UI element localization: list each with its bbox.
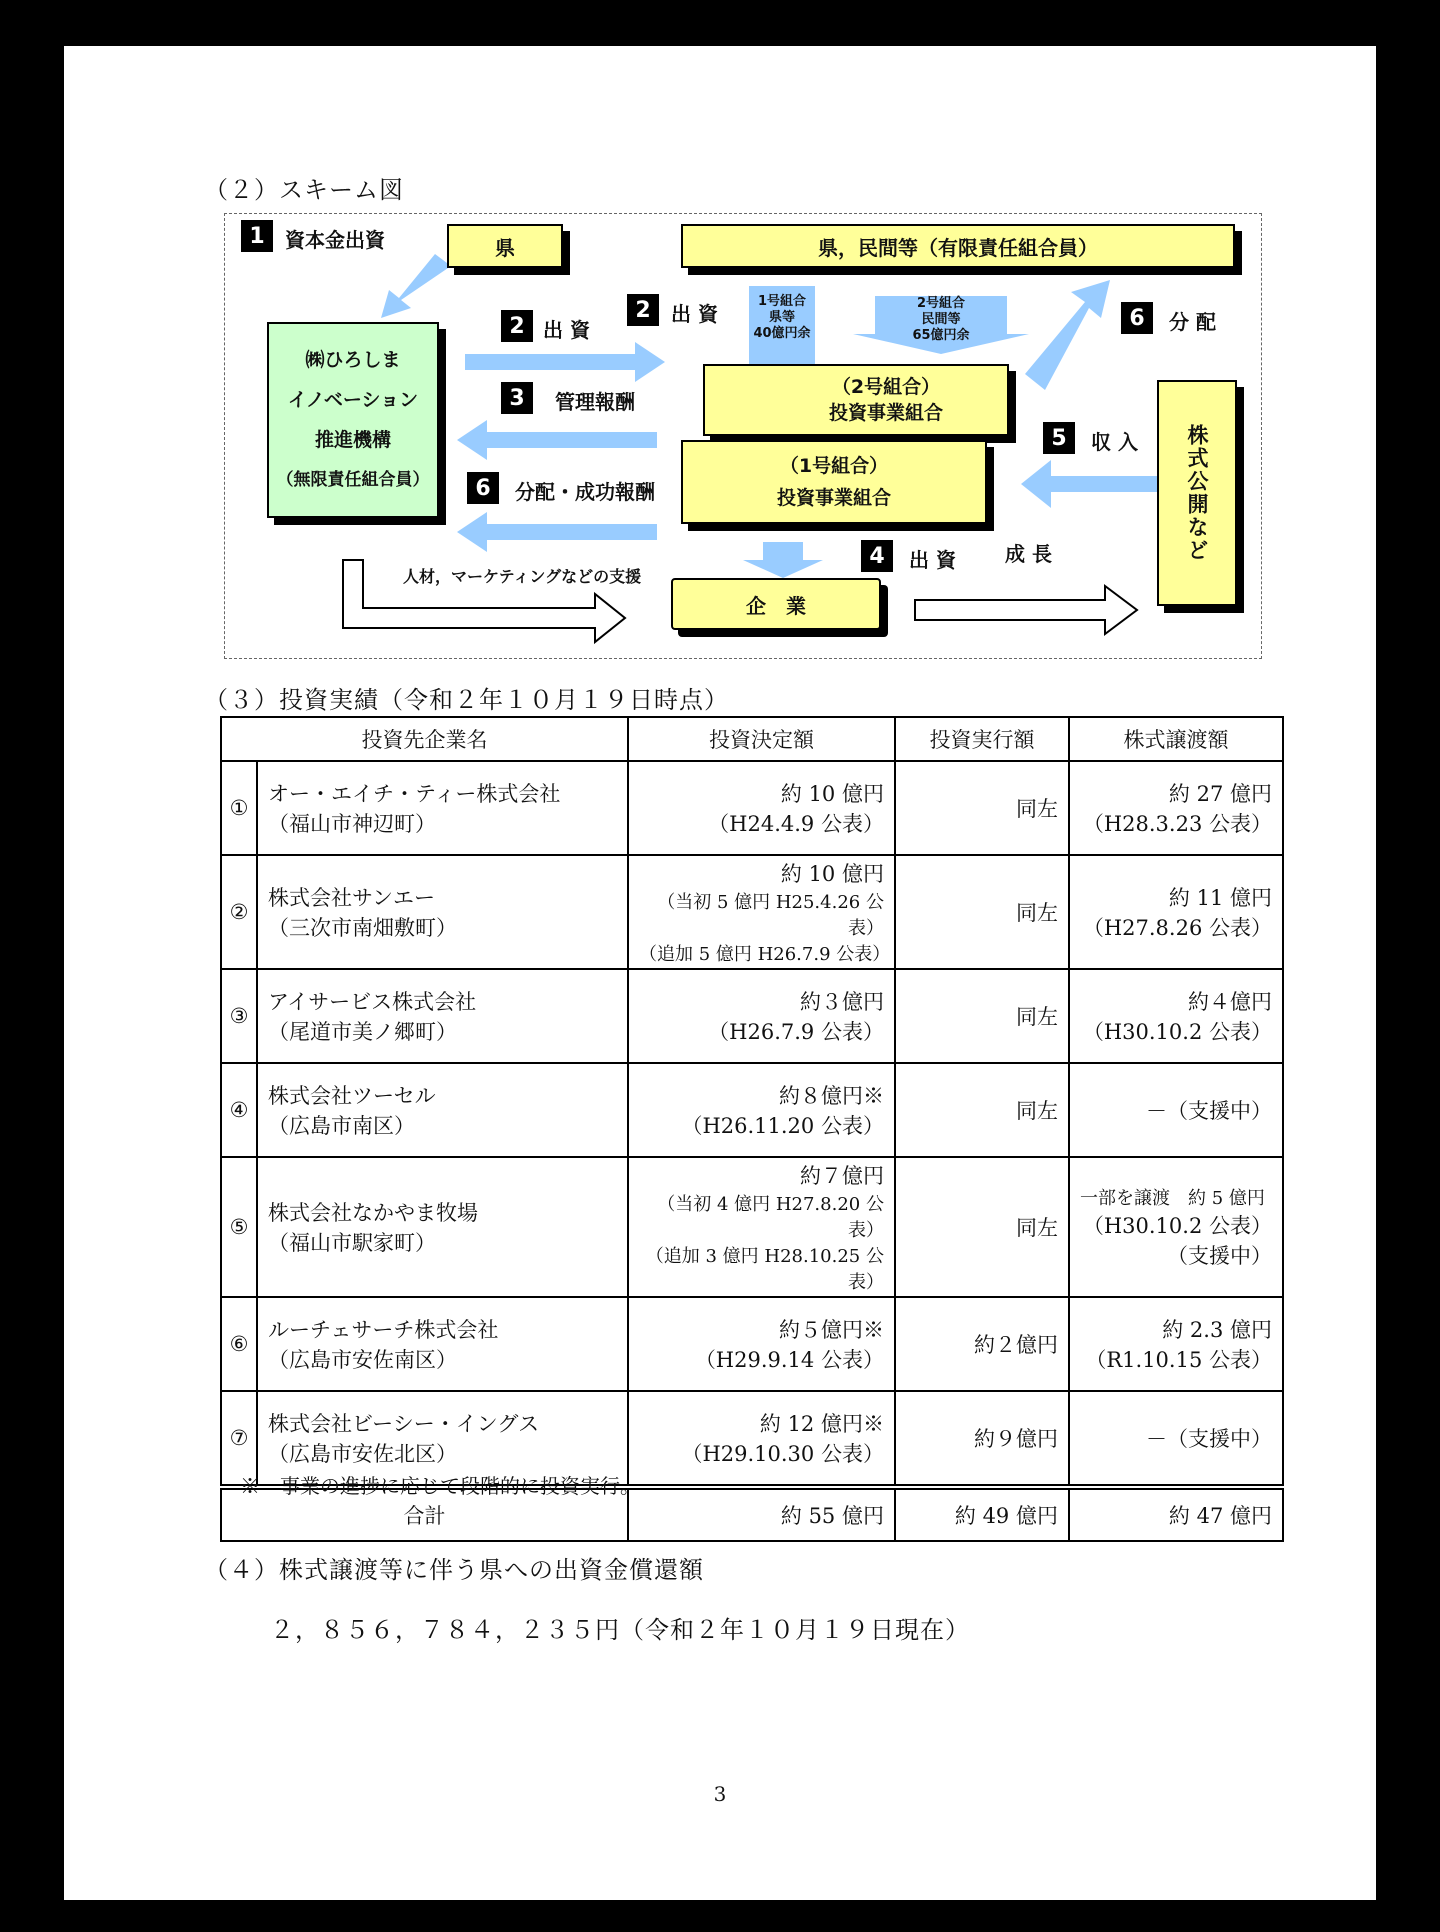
row-mark: ⑦ bbox=[221, 1391, 257, 1487]
step2b-badge: 2 bbox=[627, 294, 659, 326]
section2-title: （２）スキーム図 bbox=[204, 176, 404, 204]
company-cell bbox=[257, 1157, 628, 1297]
decision-cell bbox=[628, 1063, 895, 1157]
organization-box bbox=[267, 322, 439, 518]
execution-cell: 同左 bbox=[895, 1063, 1069, 1157]
step2b-label: 出 資 bbox=[671, 302, 718, 326]
step5-label: 収 入 bbox=[1091, 430, 1138, 454]
fund1-box bbox=[681, 440, 987, 524]
company-cell bbox=[257, 969, 628, 1063]
step6b-label: 分 配 bbox=[1169, 310, 1216, 334]
transfer-amount: 約 27 億円 bbox=[1168, 782, 1272, 806]
table-note: ※ 事業の進捗に応じて段階的に投資実行。 bbox=[240, 1474, 640, 1498]
step2a-label: 出 資 bbox=[543, 318, 590, 342]
fund2-box bbox=[703, 364, 1009, 436]
fund2-arrow-line-1: 2号組合 bbox=[916, 296, 966, 311]
company-name: 株式会社ビーシー・イングス bbox=[268, 1412, 540, 1436]
company-name: オー・エイチ・ティー株式会社 bbox=[268, 782, 561, 806]
decision-cell bbox=[628, 1297, 895, 1391]
execution-cell: 同左 bbox=[895, 761, 1069, 855]
decision-cell bbox=[628, 761, 895, 855]
decision-initial: （当初 5 億円 H25.4.26 公表） bbox=[657, 892, 884, 939]
execution-cell: 同左 bbox=[895, 1157, 1069, 1297]
decision-amount: 約 10 億円 bbox=[780, 782, 884, 806]
company-location: （福山市神辺町） bbox=[268, 812, 436, 836]
decision-cell bbox=[628, 855, 895, 969]
step5-badge: 5 bbox=[1043, 422, 1075, 454]
fund1-line-1: （1号組合） bbox=[779, 455, 889, 477]
step4-label: 出 資 bbox=[909, 548, 956, 572]
scheme-diagram bbox=[224, 213, 1262, 659]
header-transfer: 株式譲渡額 bbox=[1069, 717, 1283, 761]
company-cell bbox=[257, 1297, 628, 1391]
step6b-badge: 6 bbox=[1121, 302, 1153, 334]
transfer-cell bbox=[1069, 969, 1283, 1063]
transfer-amount: 約４億円 bbox=[1188, 990, 1272, 1014]
table-row bbox=[221, 1063, 1283, 1157]
table-header-row bbox=[221, 717, 1283, 761]
transfer-cell bbox=[1069, 1297, 1283, 1391]
transfer-cell: －（支援中） bbox=[1069, 1063, 1283, 1157]
company-cell bbox=[257, 1063, 628, 1157]
company-location: （広島市安佐南区） bbox=[268, 1348, 457, 1372]
org-line-2: イノベーション bbox=[287, 389, 419, 411]
transfer-date: （H27.8.26 公表） bbox=[1082, 916, 1272, 940]
execution-cell: 約２億円 bbox=[895, 1297, 1069, 1391]
row-mark: ③ bbox=[221, 969, 257, 1063]
table-row bbox=[221, 1157, 1283, 1297]
table-row bbox=[221, 761, 1283, 855]
fund2-arrow-line-3: 65億円余 bbox=[912, 328, 970, 343]
company-location: （福山市駅家町） bbox=[268, 1231, 436, 1255]
total-label: 合計 bbox=[221, 1487, 628, 1541]
table-row bbox=[221, 1297, 1283, 1391]
company-name: 株式会社ツーセル bbox=[268, 1084, 436, 1108]
decision-amount: 約８億円※ bbox=[778, 1084, 884, 1108]
investment-table bbox=[220, 716, 1284, 1542]
transfer-date: （H30.10.2 公表） bbox=[1082, 1020, 1272, 1044]
transfer-cell bbox=[1069, 1157, 1283, 1297]
org-line-4: （無限責任組合員） bbox=[276, 470, 430, 490]
row-mark: ⑤ bbox=[221, 1157, 257, 1297]
arrow-success-left bbox=[457, 512, 657, 552]
company-location: （尾道市美ノ郷町） bbox=[268, 1020, 457, 1044]
total-transfer: 約 47 億円 bbox=[1069, 1487, 1283, 1541]
step6a-label: 分配・成功報酬 bbox=[515, 480, 655, 504]
section4-title: （４）株式譲渡等に伴う県への出資金償還額 bbox=[204, 1556, 704, 1584]
company-location: （広島市南区） bbox=[268, 1114, 415, 1138]
transfer-partial: 一部を譲渡 約 5 億円 bbox=[1079, 1188, 1265, 1209]
header-execution: 投資実行額 bbox=[895, 717, 1069, 761]
fund1-line-2: 投資事業組合 bbox=[776, 487, 891, 509]
company-cell bbox=[257, 855, 628, 969]
fund1-arrow-line-2: 県等 bbox=[768, 310, 795, 325]
decision-cell bbox=[628, 969, 895, 1063]
ipo-box: 株式公開など bbox=[1157, 380, 1237, 606]
partners-box: 県，民間等（有限責任組合員） bbox=[681, 224, 1235, 268]
transfer-status: （支援中） bbox=[1167, 1244, 1272, 1268]
prefecture-box: 県 bbox=[447, 224, 563, 268]
decision-date: （H24.4.9 公表） bbox=[708, 812, 884, 836]
header-decision: 投資決定額 bbox=[628, 717, 895, 761]
transfer-cell: －（支援中） bbox=[1069, 1391, 1283, 1487]
company-name: 株式会社サンエー bbox=[268, 886, 435, 910]
section3-title: （３）投資実績（令和２年１０月１９日時点） bbox=[204, 686, 729, 714]
page-number: 3 bbox=[713, 1782, 727, 1806]
section4-amount: ２，８５６，７８４，２３５円（令和２年１０月１９日現在） bbox=[270, 1616, 970, 1644]
company-name: ルーチェサーチ株式会社 bbox=[268, 1318, 499, 1342]
header-company: 投資先企業名 bbox=[221, 717, 628, 761]
arrow-fee-left bbox=[457, 420, 657, 460]
table-row bbox=[221, 855, 1283, 969]
total-execution: 約 49 億円 bbox=[895, 1487, 1069, 1541]
transfer-cell bbox=[1069, 761, 1283, 855]
decision-cell bbox=[628, 1157, 895, 1297]
decision-additional: （追加 3 億円 H28.10.25 公表） bbox=[645, 1246, 884, 1293]
row-mark: ⑥ bbox=[221, 1297, 257, 1391]
table-row bbox=[221, 969, 1283, 1063]
transfer-cell bbox=[1069, 855, 1283, 969]
decision-additional: （追加 5 億円 H26.7.9 公表） bbox=[638, 944, 891, 965]
fund2-arrow-line-2: 民間等 bbox=[921, 312, 961, 327]
fund1-arrow-line-1: 1号組合 bbox=[757, 294, 807, 309]
execution-cell: 同左 bbox=[895, 969, 1069, 1063]
decision-amount: 約 10 億円 bbox=[780, 862, 884, 886]
execution-cell: 同左 bbox=[895, 855, 1069, 969]
decision-amount: 約 12 億円※ bbox=[759, 1412, 884, 1436]
decision-initial: （当初 4 億円 H27.8.20 公表） bbox=[657, 1194, 884, 1241]
fund2-line-2: 投資事業組合 bbox=[828, 402, 943, 424]
company-name: 株式会社なかやま牧場 bbox=[268, 1201, 478, 1225]
step4-badge: 4 bbox=[861, 540, 893, 572]
decision-cell bbox=[628, 1391, 895, 1487]
decision-date: （H29.10.30 公表） bbox=[681, 1442, 884, 1466]
company-location: （広島市安佐北区） bbox=[268, 1442, 457, 1466]
transfer-date: （H28.3.23 公表） bbox=[1082, 812, 1272, 836]
fund2-line-1: （2号組合） bbox=[831, 376, 941, 398]
support-label: 人材，マーケティングなどの支援 bbox=[403, 567, 642, 586]
transfer-date: （H30.10.2 公表） bbox=[1082, 1214, 1272, 1238]
company-box: 企 業 bbox=[671, 578, 881, 630]
transfer-date: （R1.10.15 公表） bbox=[1085, 1348, 1272, 1372]
decision-date: （H26.7.9 公表） bbox=[708, 1020, 884, 1044]
row-mark: ② bbox=[221, 855, 257, 969]
arrow-capital bbox=[381, 254, 451, 318]
fund2-arrow-text bbox=[897, 296, 985, 344]
total-decision: 約 55 億円 bbox=[628, 1487, 895, 1541]
decision-date: （H26.11.20 公表） bbox=[681, 1114, 884, 1138]
decision-amount: 約７億円 bbox=[799, 1164, 884, 1188]
transfer-amount: 約 2.3 億円 bbox=[1162, 1318, 1272, 1342]
org-line-1: ㈱ひろしま bbox=[305, 349, 401, 371]
step1-label: 資本金出資 bbox=[285, 228, 385, 252]
arrow-income-left bbox=[1021, 460, 1159, 508]
arrow-invest-right bbox=[465, 342, 665, 382]
decision-date: （H29.9.14 公表） bbox=[694, 1348, 884, 1372]
row-mark: ④ bbox=[221, 1063, 257, 1157]
transfer-amount: 約 11 億円 bbox=[1168, 886, 1272, 910]
decision-amount: 約５億円※ bbox=[778, 1318, 884, 1342]
arrow-distribution-up bbox=[1025, 280, 1110, 390]
row-mark: ① bbox=[221, 761, 257, 855]
company-name: アイサービス株式会社 bbox=[268, 990, 477, 1014]
fund1-arrow-line-3: 40億円余 bbox=[753, 326, 811, 341]
step3-label: 管理報酬 bbox=[555, 390, 635, 414]
step6a-badge: 6 bbox=[467, 472, 499, 504]
growth-label: 成 長 bbox=[1005, 542, 1052, 566]
execution-cell: 約９億円 bbox=[895, 1391, 1069, 1487]
step1-badge: 1 bbox=[241, 220, 273, 252]
arrow-invest-down bbox=[743, 542, 823, 578]
step2a-badge: 2 bbox=[501, 310, 533, 342]
company-cell bbox=[257, 761, 628, 855]
company-location: （三次市南畑敷町） bbox=[268, 916, 457, 940]
org-line-3: 推進機構 bbox=[314, 429, 391, 451]
arrow-growth bbox=[915, 586, 1137, 634]
decision-amount: 約３億円 bbox=[799, 990, 884, 1014]
fund1-arrow-text bbox=[739, 294, 825, 342]
step3-badge: 3 bbox=[501, 382, 533, 414]
